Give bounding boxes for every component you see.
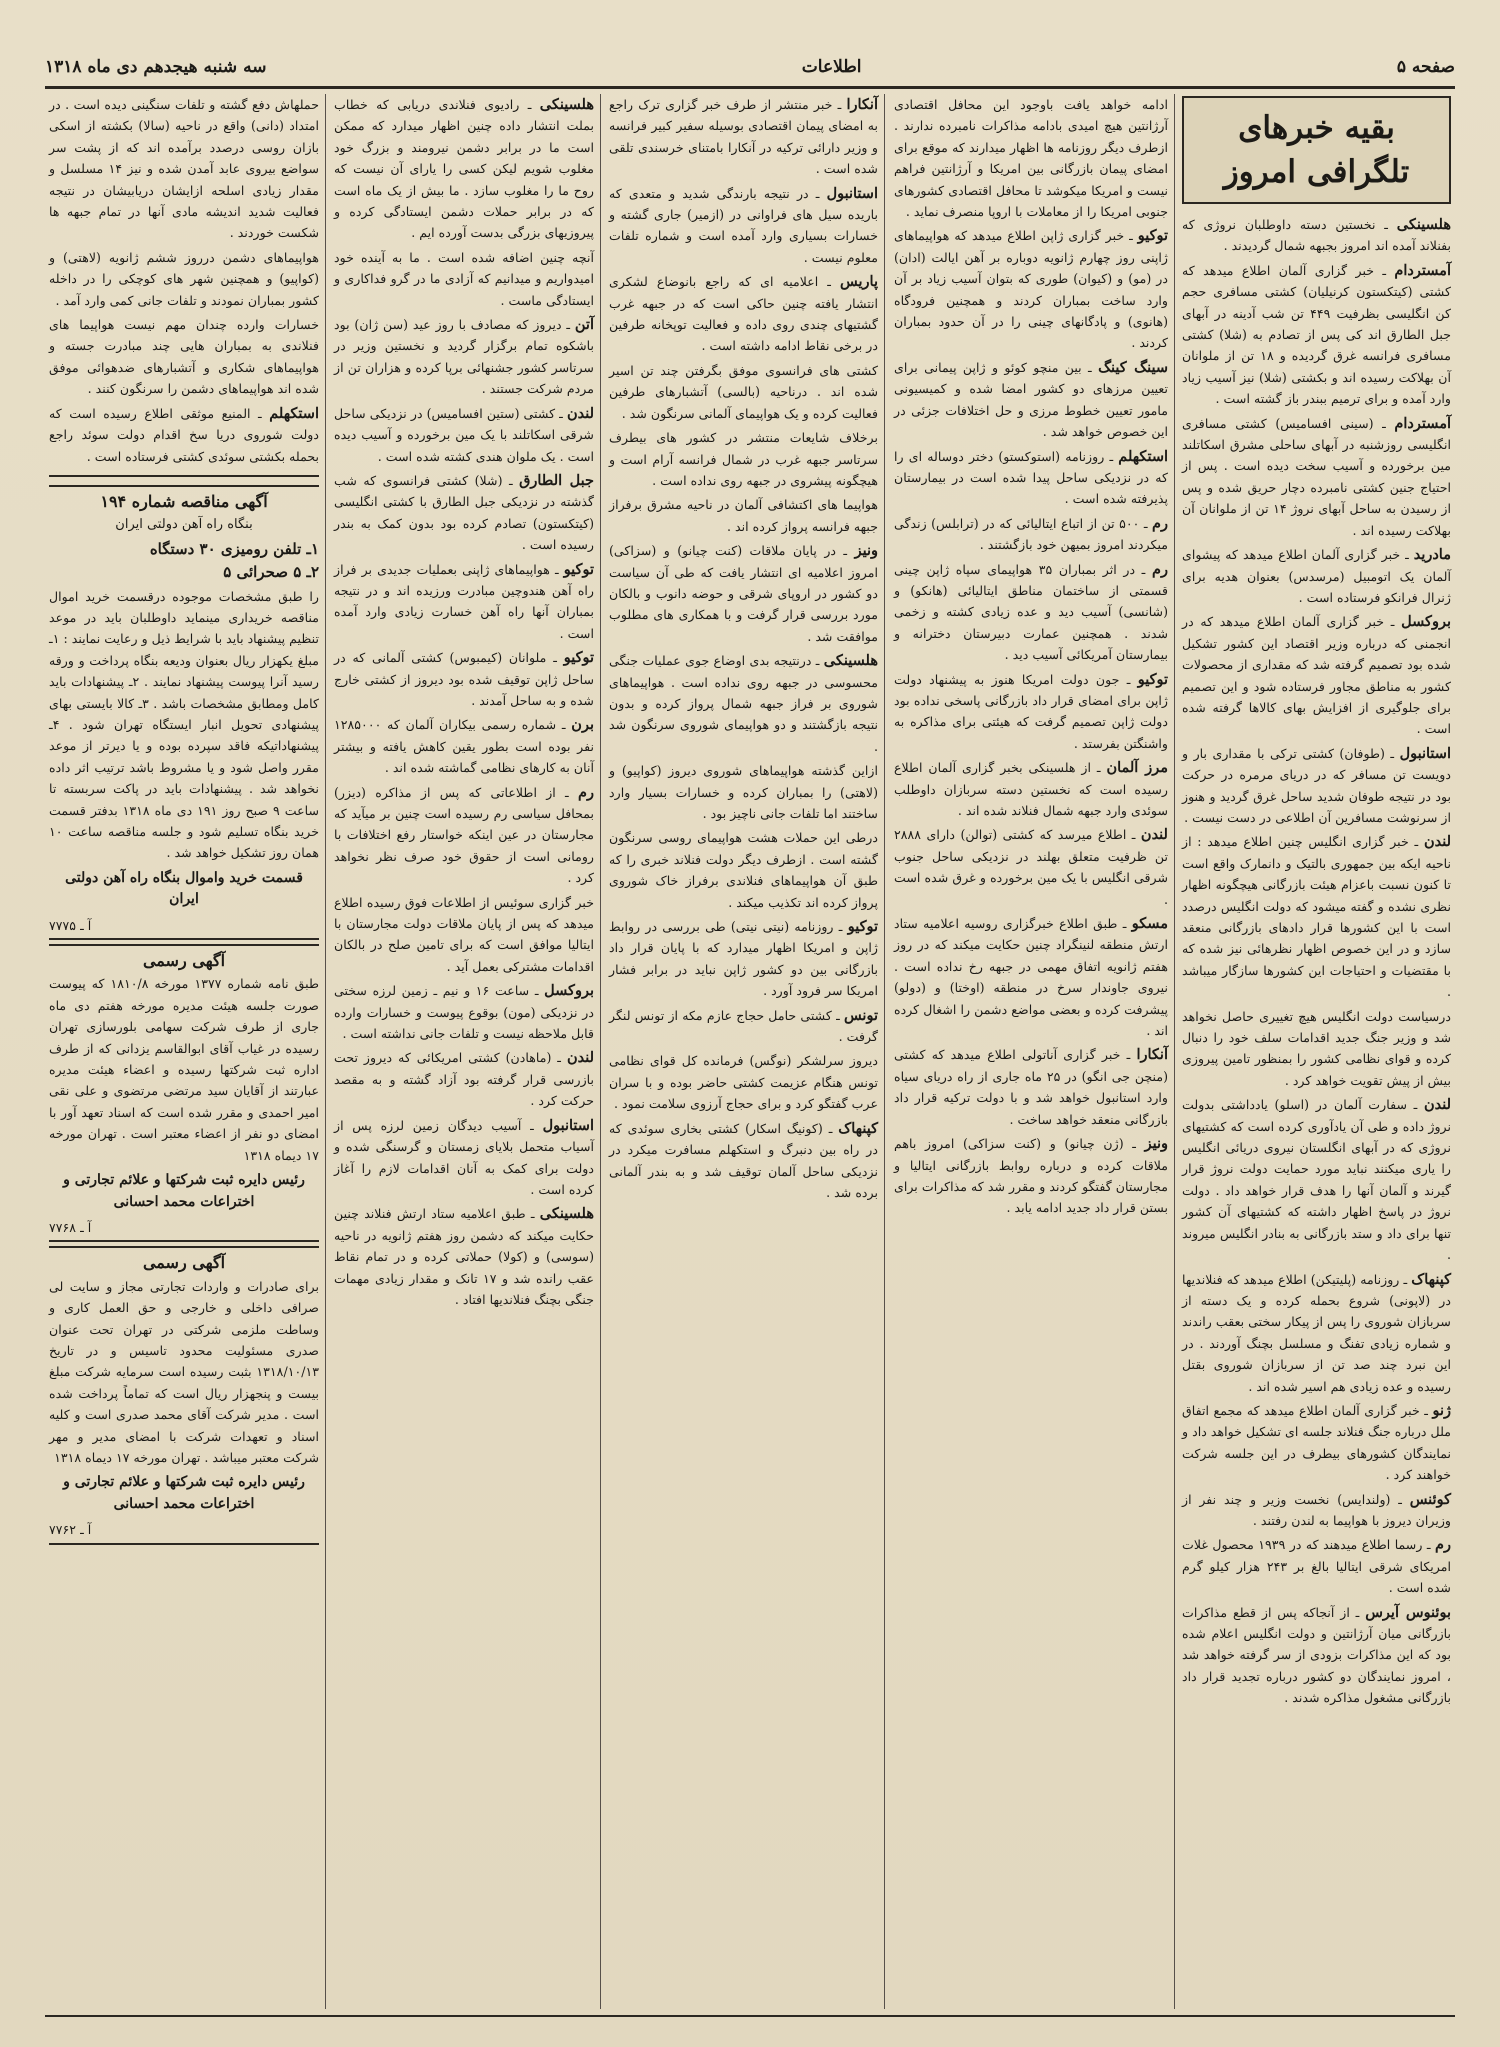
news-text: ـ اعلامیه ای که راجع بانوضاع لشکری انتشار یافته چنین حاکی است که در جبهه غرب گشتیهای چندی روی داده و فعالیت توپخانه طرفین در برخی نقاط ادامه داشته است .	[609, 274, 878, 354]
news-item	[894, 94, 1168, 222]
news-dateline: آمستردام	[1394, 261, 1451, 279]
news-text: ـ خبر گزاری ژاپن اطلاع میدهد که هواپیماهای ژاپنی روز چهارم ژانویه دوباره بر آهن ایالت (ادان) در (مو) و (کیوان) طوری که بتوان آسیب زیاد بر آن وارد ساخت بمباران کردند و همچنین فرودگاه (هانوی) و پادگانهای چینی را در آن حدود بمباران کردند .	[894, 228, 1168, 351]
news-dateline: لندن	[566, 1049, 594, 1067]
news-dateline: استکهلم	[1118, 447, 1168, 465]
notice-1-body: طبق نامه شماره ۱۳۷۷ مورخه ۱۸۱۰/۸ که پیوست صورت جلسه هیئت مدیره مورخه هفتم دی ماه جاری از طرف شرکت سهامی بلورسازی تهران رسیده در غیاب آقای ابوالقاسم یزدانی که از طرف اداره ثبت شرکتها رسیده و اعضاء هیئت مدیره عبارتند از آقایان سید مرتضی مرتضوی و علی نقی امیر احمدی و مقرر شده است که اسناد تعهد آور با امضای دو نفر از اعضاء معتبر است . تهران مورخه ۱۷ دیماه ۱۳۱۸	[49, 976, 320, 1163]
news-text: ـ خبر گزاری آلمان اطلاع میدهد که پیشوای آلمان یک اتومبیل (مرسدس) بعنوان هدیه برای ژنرال فرانکو فرستاده است .	[1182, 547, 1451, 605]
news-item	[894, 669, 1168, 755]
news-text: ـ طبق اعلامیه ستاد ارتش فنلاند چنین حکایت میکند که دشمن روز هفتم ژانویه در ناحیه (سوسی) و (کولا) حملاتی کرده و در تمام نقاط عقب رانده شد و ۱۷ تانک و مقدار زیادی مهمات جنگی بچنگ فنلاندیها افتاد .	[334, 1206, 594, 1307]
news-dateline: رم	[1435, 1536, 1451, 1554]
news-item	[1182, 260, 1451, 410]
news-text: ـ (ماهادن) کشتی امریکائی که دیروز تحت بازرسی قرار گرفته بود آزاد گشته و به مقصد حرکت کرد .	[334, 1050, 594, 1109]
column-divider	[1174, 94, 1175, 2009]
masthead	[45, 50, 1455, 84]
tender-ref: آ ـ ۷۷۷۵	[49, 917, 92, 933]
news-text: حملهاش دفع گشته و تلفات سنگینی دیده است . در امتداد (دانی) واقع در ناحیه (سالا) بکشته از اسکی بازان روسی درصدد برآمده اند که از پشت سر سواضع بیروی عابد آمدن شده و نیز ۱۴ مسلسل و مقدار زیادی اسلحه ازایشان دریابیشان در نتیجه فعالیت شدید اندیشه مادی آنها در تمام جبهه ها شکست خوردند .	[49, 97, 319, 241]
news-text: ـ کشتی حامل حجاج عازم مکه از تونس لنگر گرفت .	[609, 1007, 878, 1045]
news-dateline: آنکارا	[1136, 1046, 1168, 1064]
news-item	[894, 513, 1168, 556]
news-item	[609, 916, 878, 1002]
notice-1-signature: رئیس دایره ثبت شرکتها و علائم تجارتی و اختراعات محمد احسانی	[63, 1172, 305, 1210]
news-text: ـ خبر گزاری آلمان اطلاع میدهد که در انجمنی که درباره وزیر اقتصاد این کشور تشکیل شده بود تصمیم گرفته شد که مقداری از محصولات کشور به مناطق مجاور فرستاده شود و این تصمیم برای جلوگیری از افزایش بهای کالاها گرفته شده است .	[1182, 614, 1451, 737]
news-item	[609, 427, 878, 491]
news-item	[49, 403, 319, 467]
news-dateline: جبل الطارق	[519, 471, 594, 489]
news-text: ـ خبر گزاری آلمان اطلاع میدهد که مجمع اتفاق ملل درباره جنگ فنلاند جلسه ای تشکیل خواهد داد و نمایندگان کشورهای بیطرف در این جلسه شرکت خواهند کرد .	[1182, 1402, 1451, 1483]
news-text: ـ اطلاع میرسد که کشتی (توالن) دارای ۲۸۸۸ تن ظرفیت متعلق بهلند در نزدیکی ساحل جنوب شرقی انگلیس با یک مین برخورده و غرق شده است .	[894, 827, 1168, 907]
column-divider	[325, 94, 326, 2009]
news-text: هواپیما های اکتشافی آلمان در ناحیه مشرق برفراز جبهه فرانسه پرواز کرده اند .	[609, 497, 878, 534]
news-item	[334, 94, 594, 244]
news-text: ـ المنیع موثقی اطلاع رسیده است که دولت شوروی دریا سخ اقدام دولت سوئد راجع بحمله بکشتی سوئدی کشتی فرستاده است .	[49, 405, 319, 464]
news-text: ـ جون دولت امریکا هنوز به پیشنهاد دولت ژاپن برای امضای قرار داد بازرگانی پاسخی نداده بود دولت ژاپن تصمیم گرفت که هیئتی برای مذاکره به واشنگتن بفرستد .	[894, 671, 1168, 751]
news-item	[609, 827, 878, 913]
news-text: ـ شماره رسمی بیکاران آلمان که ۱۲۸۵۰۰۰ نفر بوده است بطور یقین کاهش یافته و بیشتر آنان به کارهای نظامی گماشته شده اند .	[334, 717, 594, 776]
column-3	[605, 94, 882, 2009]
notice-2-body: برای صادرات و واردات تجارتی مجاز و سایت لی صرافی داخلی و خارجی و حق العمل کاری و وساطت ملزمی شرکتی در تهران تحت عنوان صدری مسئولیت محدود تاسیس و در تاریخ ۱۳۱۸/۱۰/۱۳ بثبت رسیده است سرمایه شرکت مبلغ بیست و پنجهزار ریال است که تماماً پرداخت شده است . مدیر شرکت آقای محمد صدری است و کلیه اسناد و تعهدات شرکت با امضای مدیر و مهر شرکت معتبر میباشد . تهران مورخه ۱۷ دیماه ۱۳۱۸	[49, 1278, 319, 1465]
news-text: ـ (طوفان) کشتی ترکی با مقداری بار و دویست تن مسافر که در دریای مرمره در حرکت بود در نتیجه طوفان شدید ساحل غرق گردید و هنوز از سرنوشت مسافرین آن اطلاعی در دست نیست .	[1182, 745, 1451, 825]
news-item	[609, 760, 878, 824]
news-item	[1182, 1534, 1451, 1598]
news-dateline: رم	[578, 783, 594, 801]
news-item	[609, 494, 878, 537]
news-dateline: لندن	[1140, 826, 1168, 844]
news-text: ـ (ولندایس) نخست وزیر و چند نفر از وزیران دیروز با هواپیما به لندن رفتند .	[1182, 1491, 1451, 1528]
news-dateline: هلسینکی	[1396, 216, 1451, 233]
news-dateline: پاریس	[840, 273, 878, 291]
news-item	[334, 247, 594, 311]
news-dateline: مسکو	[1131, 915, 1168, 933]
news-item	[334, 1203, 594, 1310]
news-text: هواپیماهای دشمن درروز ششم ژانویه (لاهتی) و (کواپیو) و همچنین شهر های کوچکی را در داخله کشور بمباران نمودند و تلفات جانی کمی وارد آمد .	[49, 249, 319, 308]
news-item	[609, 360, 878, 424]
news-text: ـ خبر گزاری آلمان اطلاع میدهد که کشتی (کیتکستون کرنیلیان) کشتی مسافری حجم کن انگلیسی بظرفیت ۴۴۹ تن شب آدینه در آبهای جبل الطارق اند کی پس از تصادم به (شلا) کشتی مسافری فرانسه غرق گردیده و ۱۸ تن از ملوانان آن بهلاکت رسیده اند و بکشتی (شلا) نیز آسیب زیاد وارد آمده و برای ترمیم ببندر باز گشته است .	[1182, 262, 1451, 407]
news-item	[334, 647, 594, 711]
news-item	[334, 403, 594, 467]
tender-body: را طبق مشخصات موجوده درقسمت خرید اموال مناقصه خریداری مینماید داوطلبان باید در موعد تنظیم پیشنهاد باید با شرایط ذیل و رعایت نمایند : ۱ـ مبلغ یکهزار ریال بعنوان ودیعه بنگاه پرداخت و ورقه رسید آنرا پیوست پیشنهاد نمایند . ۲ـ پیشنهادات باید کامل ومطابق مشخصات باشد . ۳ـ کالا بایستی بهای پیشنهادی تحویل انبار ایستگاه تهران شود . ۴ـ پیشنهاداتیکه فاقد سپرده بوده و یا دیرتر از موعد مقرر واصل شود و یا مشروط باشد ترتیب اثر داده نخواهد شد . پیشنهادات باید در پاکت سربسته تا ساعت ۹ صبح روز ۱۹۱ دی ماه ۱۳۱۸ بدفتر قسمت خرید بنگاه تسلیم شود و جلسه مناقصه ساعت ۱۰ همان روز تشکیل خواهد شد .	[49, 588, 320, 861]
news-text: ـ در نتیجه بارندگی شدید و متعدی که باریده سیل های فراوانی در (ازمیر) جاری گشته و خسارات بسیاری وارد آمده است و شماره تلفات معلوم نیست .	[609, 185, 878, 265]
news-dateline: سینگ کینگ	[1098, 358, 1168, 376]
news-text: ـ ۵۰۰ تن از اتباع ایتالیائی که در (ترابلس) زندگی میکردند امروز بمیهن خود بازگشتند .	[894, 515, 1168, 553]
news-dateline: استانبول	[1399, 744, 1451, 762]
news-text: ـ هواپیماهای ژاپنی بعملیات جدیدی بر فراز راه آهن هندوچین مبادرت ورزیده اند و در نتیجه بمباران آنها راه آهن خسارت زیادی وارد آمده است .	[334, 561, 594, 641]
news-item	[1182, 743, 1451, 829]
news-text: ـ دیروز که مصادف با روز عید (سن ژان) بود باشکوه تمام برگزار گردید و نخستین وزیر در سرتاسر کشور جشنهائی برپا کرده و هزاران تن از مردم شرکت جستند .	[334, 317, 594, 397]
column-divider	[600, 94, 601, 2009]
issue-date: سه شنبه هیجدهم دی ماه ۱۳۱۸	[45, 57, 267, 77]
news-item	[49, 314, 319, 400]
news-text: کشتی های فرانسوی موفق بگرفتن چند تن اسیر شده اند . درناحیه (بالسی) آتشبارهای طرفین فعالیت کرده و یک هواپیمای آلمانی سرنگون شد .	[609, 362, 878, 421]
news-dateline: توکیو	[847, 918, 878, 936]
notice-2-signature: رئیس دایره ثبت شرکتها و علائم تجارتی و اختراعات محمد احسانی	[63, 1474, 305, 1512]
news-item	[894, 559, 1168, 666]
tender-item-2: ۲ـ ۵ صحرائی ۵	[223, 563, 319, 582]
news-text: ـ ساعت ۱۶ و نیم ـ زمین لرزه سختی در نزدیکی (مون) بوقوع پیوست و خسارات وارده قابل ملاحظه نیست و تلفات جانی نداشته است .	[334, 983, 594, 1042]
news-dateline: توکیو	[1137, 227, 1168, 245]
news-text: ـ (کونیگ اسکار) کشتی بخاری سوئدی که در راه بین دنبرگ و استکهلم مسافرت میکرد در نزدیکی ساحل آلمان توقیف شد و به بندر آلمانی برده شد .	[609, 1120, 878, 1200]
news-text: ـ خبر گزاری آناتولی اطلاع میدهد که کشتی (منچن جی انگو) در ۲۵ ماه جاری از راه دریای سیاه وارد استانبول خواهد شد و با دولت ترکیه قرار داد بازرگانی منعقد خواهد ساخت .	[894, 1047, 1169, 1127]
news-text: ـ بین منچو کوئو و ژاپن پیمانی برای تعیین مرزهای دو کشور امضا شده و کمیسیونی مامور تعیین خطوط مرزی و حل اختلافات جزئی در این خصوص خواهد شد .	[894, 359, 1168, 440]
news-text: ـ ملوانان (کیمبوس) کشتی آلمانی که در ساحل ژاپن توقیف شده بود دیروز از کشتی خارج شده و به ساحل آمدند .	[334, 650, 594, 708]
news-item	[894, 757, 1168, 821]
news-dateline: لندن	[1423, 833, 1451, 851]
news-dateline: کوئنس	[1409, 1490, 1451, 1508]
notice-2-title: آگهی رسمی	[142, 1253, 226, 1273]
news-item	[334, 1115, 594, 1201]
news-dateline: برن	[571, 716, 594, 734]
news-item	[334, 1047, 594, 1111]
news-text: ـ رادیوی فنلاندی دریابی که خطاب بملت انتشار داده چنین اظهار میدارد که ممکن است ما در برابر دشمن نیرومند و بزرگ خود مغلوب شویم لیکن کسی را یارای آن نیست که روح ما را مغلوب سازد . ما بیش از یک ماه است که در برابر حملات دشمن ایستادگی کرده و پیروزیهای بزرگی بدست آورده ایم .	[334, 97, 594, 241]
news-item	[894, 357, 1168, 443]
notice-2-ref: آ ـ ۷۷۶۲	[49, 1522, 92, 1538]
news-item	[894, 824, 1168, 910]
news-dateline: توکیو	[1137, 670, 1168, 688]
news-text: برخلاف شایعات منتشر در کشور های بیطرف سرتاسر جبهه غرب در شمال فرانسه آرام است و هیچگونه پیشروی در جبهه روی نداده است .	[609, 430, 878, 488]
news-item	[1182, 611, 1451, 739]
news-text: ـ طبق اطلاع خبرگزاری روسیه اعلامیه ستاد ارتش منطقه لنینگراد چنین حکایت میکند که در روز هفتم ژانویه اتفاق مهمی در جبهه رخ نداده است . نیروی جاوندار سرخ در منطقه (اوختا) و (دولو) پیشرفت کرده و بعضی مواضع دشمن را اشغال کرده اند .	[894, 916, 1168, 1039]
news-text: آنچه چنین اضافه شده است . ما به آینده خود امیدواریم و میدانیم که آزادی ما در گرو فداکاری و ایستادگی ماست .	[334, 249, 594, 308]
news-text: دیروز سرلشکر (نوگس) فرمانده کل قوای نظامی تونس هنگام عزیمت کشتی حاضر بوده و با سران عرب گفتگو کرد و برای حجاج آرزوی سلامت نمود .	[609, 1053, 878, 1112]
news-text: ـ نخستین دسته داوطلبان نروژی که بفنلاند آمده اند امروز بجبهه شمال گردیدند .	[1182, 217, 1451, 254]
tender-title: آگهی مناقصه شماره ۱۹۴	[100, 491, 268, 511]
column-5-news	[49, 94, 319, 467]
news-text: درسیاست دولت انگلیس هیچ تغییری حاصل نخواهد شد و وزیر جنگ جدید اقدامات سلف خود را دنبال کرده و قوای نظامی کشور را بمنظور تامین پیروزی بیش از پیش تقویت خواهد کرد .	[1182, 1008, 1451, 1088]
news-item	[609, 650, 878, 757]
tender-signature: قسمت خرید واموال بنگاه راه آهن دولتی ایران	[65, 869, 303, 908]
news-dateline: مادرید	[1413, 546, 1451, 564]
news-dateline: مرز آلمان	[1106, 759, 1169, 777]
tender-item-1: ۱ـ تلفن رومیزی ۳۰ دستگاه	[149, 539, 319, 558]
news-text: ـ در پایان ملاقات (کنت چیانو) و (سزاکی) امروز اعلامیه ای انتشار یافت که طی آن سیاست دو کشور در اروپای شرقی و حوضه دانوب و بالکان مورد بررسی قرار گرفت و با همکاری های مطلوب موافقت شد .	[609, 543, 878, 644]
news-item	[1182, 831, 1451, 1002]
tender-notice	[49, 485, 319, 940]
news-text: ـ (ژن چیانو) و (کنت سزاکی) امروز باهم ملاقات کرده و درباره روابط بازرگانی ایتالیا و مجارستان گفتگو کردند و مقرر شد که مذاکرات برای بستن قرار داد جدید ادامه یابد .	[894, 1136, 1168, 1216]
news-item	[609, 94, 878, 180]
news-item	[1182, 1602, 1451, 1709]
news-dateline: ژنو	[1432, 1401, 1451, 1419]
news-dateline: لندن	[1423, 1096, 1451, 1114]
news-text: ـ کشتی (ستین افسامیس) در نزدیکی ساحل شرقی اسکاتلند با یک مین برخورده و آسیب دیده است . یک ملوان هندی کشته شده است .	[334, 405, 594, 464]
top-rule	[45, 86, 1455, 89]
news-dateline: هلسینکی	[539, 96, 594, 113]
news-item	[894, 1133, 1168, 1219]
news-text: ـ روزنامه (استوکستو) دختر دوساله ای را که در نزدیکی ساحل پیدا شده است در بیمارستان پذیرفته شده است .	[894, 448, 1168, 507]
news-item	[334, 980, 594, 1044]
news-text: ـ آسیب دیدگان زمین لرزه پس از آسیاب متحمل بلایای زمستان و گرسنگی شده و دولت برای کمک به آنان اقدامات لازم را آغاز کرده است .	[334, 1117, 594, 1197]
news-item	[1182, 1269, 1451, 1397]
news-dateline: استانبول	[826, 184, 878, 202]
news-dateline: تونس	[843, 1006, 878, 1024]
news-text: ـ درنتیجه بدی اوضاع جوی عملیات جنگی محسوسی در جبهه روی نداده است . هواپیماهای شوروی بر فراز جبهه شمال پرواز کرده و بدون نتیجه بازگشتند و دو هواپیمای شوروی سرنگون شد .	[609, 653, 878, 754]
news-item	[1182, 1094, 1451, 1265]
news-item	[609, 271, 878, 357]
news-text: ـ رسما اطلاع میدهند که در ۱۹۳۹ محصول غلات امریکای شرقی ایتالیا بالغ بر ۲۴۳ هزار کیلو گرم شده است .	[1182, 1537, 1451, 1596]
news-dateline: رم	[1152, 514, 1168, 532]
news-dateline: رم	[1152, 560, 1168, 578]
newspaper-name: اطلاعات	[801, 57, 862, 77]
news-dateline: ونیز	[1144, 1135, 1168, 1153]
news-item	[334, 314, 594, 400]
news-dateline: بوئنوس آیرس	[1365, 1603, 1451, 1621]
news-dateline: آنکارا	[846, 96, 878, 113]
column-1	[1178, 94, 1455, 2009]
news-dateline: استکهلم	[269, 404, 319, 422]
column-5	[45, 94, 323, 2009]
news-item	[1182, 544, 1451, 608]
news-dateline: استانبول	[542, 1116, 594, 1134]
news-text: ـ سفارت آلمان در (اسلو) یادداشتی بدولت نروژ داده و طی آن یادآوری کرده است که کشتیهای نروژی که در آبهای انگلستان نیروی دریائی انگلیس را یاری میکنند نباید مورد حمایت دولت نروژ قرار گیرند و آلمان آنها را هدف قرار خواهد داد . دولت نروژ در پاسخ اظهار داشته که کشتیهای آن کشور تنها برای داد و ستد بازرگانی به بنادر انگلیس میروند .	[1182, 1097, 1451, 1263]
tender-subtitle: بنگاه راه آهن دولتی ایران	[115, 517, 253, 533]
notice-1-ref: آ ـ ۷۷۶۸	[49, 1219, 92, 1235]
news-item	[334, 470, 594, 556]
news-dateline: کپنهاک	[838, 1119, 878, 1137]
section-rule	[49, 475, 319, 477]
news-item	[1182, 1006, 1451, 1092]
news-text: خبر گزاری سوئیس از اطلاعات فوق رسیده اطلاع میدهد که پس از پایان ملاقات دولت مجارستان با ایتالیا موافق است که برای تامین صلح در بالکان اقدامات مشترکی بعمل آید .	[334, 894, 594, 974]
news-text: ادامه خواهد یافت باوجود این محافل اقتصادی آرژانتین هیچ امیدی بادامه مذاکرات نامبرده ندارند . ازطرف دیگر روزنامه ها اظهار میدارند که موقع برای امضای پیمان بازرگانی بین امریکا و آرژانتین فراهم نیست و امریکا میکوشد تا محافل اقتصادی کشورهای جنوبی امریکا را از معاملات با اروپا منصرف نماید .	[894, 97, 1168, 220]
news-dateline: هلسینکی	[823, 652, 878, 670]
news-text: ـ از اطلاعاتی که پس از مذاکره (دیزر) بمحافل سیاسی رم رسیده است چنین بر میآید که مجارستان در عین اینکه خواستار رفع اختلافات با رومانی است از حقوق خود صرف نظر نخواهد کرد .	[334, 784, 594, 886]
news-item	[1182, 214, 1451, 257]
news-text: ـ (سینی افسامیس) کشتی مسافری انگلیسی روزشنبه در آبهای ساحلی مشرق اسکاتلند مین برخورده و آسیب سخت دیده است . پس از احتیاج جنین کشتی نامبرده دچار حریق شده و پس از رسیدن به ساحل آبهای نروژ ۱۴ تن از ملوانان آن بهلاکت رسیده اند .	[1182, 415, 1451, 538]
page-number: صفحه ۵	[1396, 57, 1455, 77]
official-notice-2	[49, 1246, 319, 1544]
news-text: خسارات وارده چندان مهم نیست هواپیما های فنلاندی به بمباران هایی چند مبادرت جسته و هواپیماهای شکاری و آتشبارهای ضدهوائی موفق شده اند هواپیماهای دشمن را سرنگون کنند .	[49, 317, 319, 397]
news-item	[49, 94, 319, 244]
news-item	[1182, 413, 1451, 541]
news-dateline: توکیو	[563, 560, 594, 578]
news-item	[334, 892, 594, 978]
news-text: ـ از آنجاکه پس از قطع مذاکرات بازرگانی میان آرژانتین و دولت انگلیس اعلام شده بود که این مذاکرات بزودی از سر گرفته خواهد شد ، امروز نمایندگان دو کشور درباره تجدید قرار داد بازرگانی مشغول مذاکره شدند .	[1182, 1604, 1451, 1706]
news-item	[334, 782, 594, 889]
news-dateline: آتن	[574, 316, 594, 334]
news-item	[334, 714, 594, 778]
bottom-rule	[45, 2015, 1455, 2017]
news-text: ـ روزنامه (نیتی نیتی) طی بررسی در روابط ژاپن و امریکا اظهار میدارد که با پایان قرار داد بازرگانی بین دو کشور ژاپن نباید در برابر فشار امریکا سر فرود آورد .	[609, 919, 878, 999]
news-dateline: بروکسل	[544, 982, 594, 1000]
news-text: ازاین گذشته هواپیماهای شوروی دیروز (کواپیو) و (لاهتی) را بمباران کرده و خسارات بسیار وارد ساختند اما تلفات جانی ناچیز بود .	[609, 763, 878, 821]
news-item	[49, 247, 319, 311]
news-item	[894, 446, 1168, 510]
news-dateline: لندن	[566, 404, 594, 422]
news-item	[609, 1118, 878, 1204]
headline-banner: بقیه خبرهای تلگرافی امروز	[1182, 96, 1451, 204]
news-dateline: هلسینکی	[539, 1205, 594, 1223]
column-divider	[884, 94, 885, 2009]
news-text: ـ از هلسینکی بخبر گزاری آلمان اطلاع رسیده است که نخستین دسته سربازان داوطلب سوئدی وارد جبهه شمال فنلاند شده اند .	[894, 760, 1168, 818]
news-item	[609, 183, 878, 269]
news-item	[894, 913, 1168, 1041]
news-item	[1182, 1489, 1451, 1532]
news-text: ـ روزنامه (پلیتیکن) اطلاع میدهد که فنلاندیها در (لاپونی) شروع بحمله کرده و یک دسته از سربازان شوروی را پس از پیکار سختی بعقب راندند و شماره زیادی تفنگ و مسلسل بچنگ آوردند . در این نبرد چند صد تن از سربازان شوروی بقتل رسیده و عده زیادی هم اسیر شده اند .	[1182, 1271, 1451, 1394]
news-text: ـ خبر منتشر از طرف خبر گزاری ترک راجع به امضای پیمان اقتصادی بوسیله سفیر کبیر فرانسه و وزیر دارائی ترکیه در آنکارا بامتنای خرسندی تلقی شده است .	[609, 97, 878, 177]
news-item	[609, 540, 878, 647]
news-item	[334, 559, 594, 645]
news-text: درطی این حملات هشت هواپیمای روسی سرنگون گشته است . ازطرف دیگر دولت فنلاند خبری را که طبق آن هواپیماهای فنلاندی برفراز خاک شوروی پرواز کرده اند تکذیب میکند .	[609, 830, 878, 910]
news-dateline: توکیو	[563, 649, 594, 667]
news-dateline: آمستردام	[1394, 414, 1451, 432]
news-item	[1182, 1400, 1451, 1486]
news-dateline: ونیز	[854, 542, 878, 560]
news-text: ـ (شلا) کشتی فرانسوی که شب گذشته در نزدیکی جبل الطارق با کشتی انگلیسی (کیتکستون) تصادم کرده بود بدون کمک به بندر رسیده است .	[334, 472, 594, 553]
news-text: ـ خبر گزاری انگلیس چنین اطلاع میدهد : از ناحیه ایکه بین جمهوری بالتیک و دانمارک واقع است تا کنون نسبت باعزام هیئت بازرگانی هیچگونه اظهار نظری نشده و گفته میشود که دولت انگلیس درصدد است با این کشورها قرار دادهای بازرگانی منعقد سازد و در این خصوص اظهار نظرهائی نیز شده که با مقتضیات و احتیاجات این کشورها سازگار میباشد .	[1182, 834, 1451, 1000]
news-item	[894, 1044, 1168, 1130]
column-4	[330, 94, 598, 2009]
news-item	[894, 225, 1168, 353]
column-2	[890, 94, 1172, 2009]
news-item	[609, 1005, 878, 1048]
official-notice-1	[49, 944, 319, 1242]
news-dateline: کپنهاک	[1411, 1270, 1451, 1288]
notice-1-title: آگهی رسمی	[142, 951, 226, 971]
news-item	[609, 1050, 878, 1114]
news-dateline: بروکسل	[1401, 613, 1451, 631]
news-text: ـ در اثر بمباران ۳۵ هواپیمای سپاه ژاپن چینی قسمتی از ساختمان مناطق ایتالیائی (هانکو) و (شانسی) آسیب دید و عده زیادی کشته و زخمی شدند . همچنین عمارت دبیرستان دخترانه و بیمارستان آمریکائی آسیب دید .	[894, 561, 1168, 663]
